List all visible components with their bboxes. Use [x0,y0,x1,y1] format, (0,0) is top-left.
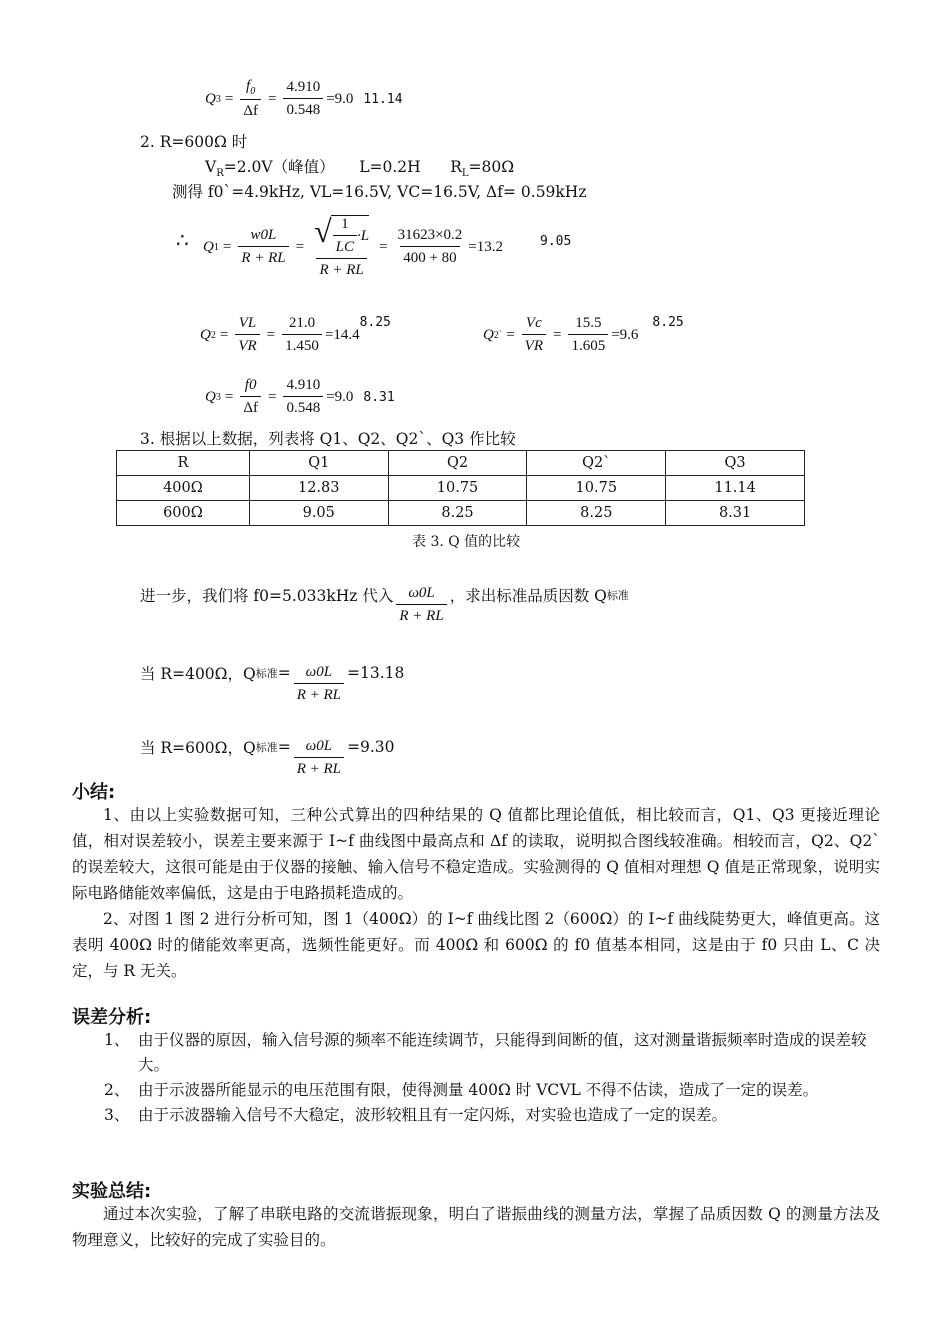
further-sub: 标准 [606,589,629,602]
section2-title: 2. R=600Ω 时 [140,133,248,151]
std600-sub: 标准 [255,741,278,754]
summary-heading: 小结: [72,782,116,803]
table-row [117,501,805,526]
sqrt-symbol: √ $\frac{1}{LC}$ ·L [314,213,370,255]
table-cell: 8.31 [666,501,805,526]
q3-symbol: Q [205,90,216,107]
q1-sub: 1 [213,241,219,253]
q3-value-fraction [283,79,323,119]
q2-symbol: Q [200,326,211,343]
rl-value: =80Ω [468,158,515,176]
q2-fraction [235,315,259,355]
q1-result: =13.2 [468,238,503,255]
therefore-symbol: ∴ [176,228,189,252]
q2-val-den: 1.450 [282,334,322,355]
q2-sub: 2 [210,329,216,341]
table-cell: 10.75 [527,476,666,501]
table-row [117,476,805,501]
table-header: Q1 [249,451,388,476]
std400-sub: 标准 [255,667,278,680]
std600-num: ω0L [305,738,333,754]
q3b-result: =9.0 [326,388,354,405]
list-item [104,1078,880,1103]
q1-symbol: Q [203,238,214,255]
comparison-table [116,450,805,526]
q3-val-den: 0.548 [283,98,323,119]
list-item-number: 2、 [104,1081,130,1099]
q3-val-num: 4.910 [286,79,321,95]
table-cell: 600Ω [117,501,250,526]
table-header-row [117,451,805,476]
summary-paragraph-2: 2、对图 1 图 2 进行分析可知，图 1（400Ω）的 I~f 曲线比图 2（600Ω）的 I~f 曲线陡势更大，峰值更高。这表明 400Ω 时的储能效率更高，选频性能更好。而 400Ω 和 600Ω 的 f0 值基本相同，这是由于 f0 只由 L、C 决定，与 R 无关。 [72,910,880,980]
q3b-value-fraction [283,377,323,417]
dot-l: ·L [357,227,370,244]
list-item-number: 1、 [104,1031,130,1049]
q2-value-fraction [282,315,322,355]
table-header: R [117,451,250,476]
params-text: =2.0V（峰值） L=0.2H R [223,158,462,176]
q2-val-num: 21.0 [288,315,316,331]
q3-tag: 11.14 [363,91,403,107]
further-fraction [396,585,446,625]
std-400-line [140,642,404,704]
std400-den: R + RL [294,683,344,704]
std600-den: R + RL [294,757,344,778]
q2-tag: 8.25 [359,315,391,330]
q1-tag: 9.05 [540,234,572,249]
std600-fraction [294,738,344,778]
q3b-num: f0 [244,377,257,393]
q1-fraction [238,227,288,267]
sqrt-bottom: LC [333,235,357,256]
list-item [104,1028,880,1078]
std400-eq: = [277,664,291,682]
q1-den-2: R + RL [316,258,366,279]
q2p-den: VR [522,334,546,355]
table-cell: 11.14 [666,476,805,501]
std600-eq: = [277,738,291,756]
q3-num-sub: 0 [250,86,256,97]
q2p-val-num: 15.5 [575,315,602,331]
conclusion-body [72,1201,880,1253]
q3b-fraction [240,377,261,417]
std400-fraction [294,664,344,704]
q2-den: VR [235,334,259,355]
q2-result: =14.4 [324,326,360,343]
table-cell: 400Ω [117,476,250,501]
q2p-value-fraction [568,315,608,355]
errors-heading: 误差分析: [72,1007,152,1028]
table-cell: 12.83 [249,476,388,501]
vr-symbol: V [205,158,217,176]
q2p-prime: ` [498,329,503,341]
table-header: Q3 [666,451,805,476]
table-caption: 表 3. Q 值的比较 [412,534,521,550]
q2p-sub: 2 [493,329,499,341]
table-header: Q2 [388,451,527,476]
q2p-result: =9.6 [611,326,639,343]
q1-sqrt-fraction [311,215,372,279]
std-600-line [140,716,395,778]
q3b-den: Δf [240,396,261,417]
table-header: Q2` [527,451,666,476]
q1-val-num: 31623×0.2 [397,227,463,243]
formula-q3-second: Q 3 = $\frac{f0}{\Delta f}$ = $\frac{4.910}{0.548}$ =9.0 8.31 [205,377,395,416]
q1-val-den: 400 + 80 [400,246,459,267]
further-den: R + RL [396,604,446,625]
list-item-text: 由于仪器的原因，输入信号源的频率不能连续调节，只能得到间断的值，这对测量谐振频率时造成的误差较大。 [138,1031,867,1074]
q3b-sub: 3 [215,391,221,403]
q2p-fraction [522,315,546,355]
q1-num: w0L [250,227,277,243]
list-item-number: 3、 [104,1106,130,1124]
std400-result: =13.18 [347,664,405,682]
q3-sub: 3 [215,93,221,105]
conclusion-heading: 实验总结: [72,1181,152,1202]
summary-paragraph-1: 1、由以上实验数据可知，三种公式算出的四种结果的 Q 值都比理论值低，相比较而言，Q1、Q3 更接近理论值，相对误差较小，误差主要来源于 I~f 曲线图中最高点和 Δf 的读取，说明拟合图线较准确。相较而言，Q2、Q2`的误差较大，这很可能是由于仪器的接触、输入信号不稳定造成。实验测得的 Q 值相对理想 Q 值是正常现象，说明实际电路储能效率偏低，这是由于电路损耗造成的。 [72,806,880,902]
formula-q3-first: Q 3 = $\frac{f_0}{\Delta f}$ = $\frac{4.910}{0.548}$ =9.0 11.14 [205,78,403,119]
vr-sub: R [216,168,224,180]
list-item-text: 由于示波器输入信号不大稳定，波形较粗且有一定闪烁，对实验也造成了一定的误差。 [138,1106,728,1124]
q3b-val-den: 0.548 [283,396,323,417]
table-cell: 10.75 [388,476,527,501]
list-item-text: 由于示波器所能显示的电压范围有限，使得测量 400Ω 时 VCVL 不得不估读，造成了一定的误差。 [138,1081,819,1099]
further-line [140,565,629,625]
table-cell: 8.25 [388,501,527,526]
q1-den: R + RL [238,246,288,267]
list-item [104,1103,880,1128]
summary-body [72,802,880,984]
formula-q2: Q 2 = $\frac{VL}{VR}$ = $\frac{21.0}{1.450}$ =14.4 8.25 [200,315,391,354]
further-num: ω0L [408,585,435,601]
section2-measured: 测得 f0`=4.9kHz, VL=16.5V, VC=16.5V, Δf= 0.59kHz [172,183,587,201]
errors-list [104,1028,880,1128]
further-text: 进一步，我们将 f0=5.033kHz 代入 [140,587,394,605]
std400-text: 当 R=400Ω，Q [140,665,256,683]
q1-value-fraction [395,227,466,267]
std600-text: 当 R=600Ω，Q [140,739,256,757]
q2p-val-den: 1.605 [568,334,608,355]
q3-den: Δf [240,99,261,120]
std400-num: ω0L [305,664,333,680]
q2-num: VL [238,315,257,331]
q2p-symbol: Q [483,326,494,343]
further-text2: ，求出标准品质因数 Q [449,587,607,605]
conclusion-paragraph: 通过本次实验，了解了串联电路的交流谐振现象，明白了谐振曲线的测量方法，掌握了品质因数 Q 的测量方法及物理意义，比较好的完成了实验目的。 [72,1205,880,1249]
std600-result: =9.30 [347,738,395,756]
section2-params [205,155,514,179]
q3-result: =9.0 [326,90,354,107]
q3b-symbol: Q [205,388,216,405]
q3b-val-num: 4.910 [286,377,321,393]
formula-q1: Q 1 = $\frac{w0L}{R + RL}$ = √ $\frac{1}{LC}$ ·L R + RL = $\frac{31623\times 0.2}{400 + 80}$ =13.2 [203,213,503,278]
sqrt-top: 1 [341,216,349,232]
q3b-tag: 8.31 [363,389,395,405]
section3-title: 3. 根据以上数据，列表将 Q1、Q2、Q2`、Q3 作比较 [140,430,516,448]
q3-fraction [240,78,261,120]
q2p-num: Vc [525,315,542,331]
table-cell: 9.05 [249,501,388,526]
rl-sub: L [461,168,469,180]
q2p-tag: 8.25 [652,315,684,330]
q3-num: f [246,78,251,94]
formula-q2-prime: Q 2 ` = $\frac{Vc}{VR}$ = $\frac{15.5}{1.605}$ =9.6 8.25 [483,315,684,354]
table-cell: 8.25 [527,501,666,526]
